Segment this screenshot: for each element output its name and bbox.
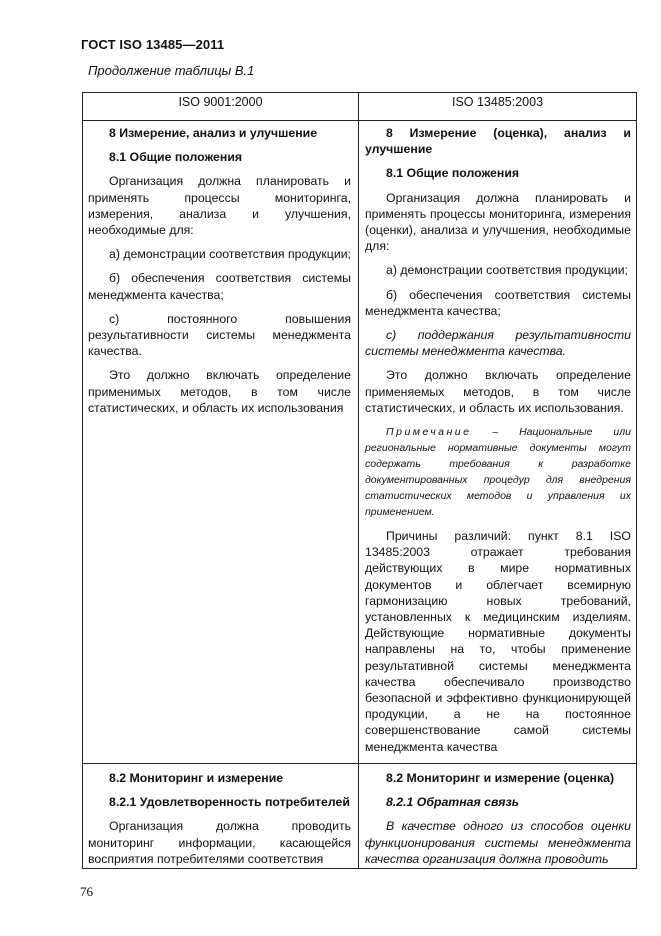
paragraph: Это должно включать определение применяемых методов, в том числе статистических, и область их использования. (365, 368, 631, 415)
subsection-title: 8.2.1 Обратная связь (386, 795, 520, 810)
list-item: б) обеспечения соответствия системы менеджмента качества; (365, 287, 631, 318)
section-8-2-iso9001 (88, 770, 351, 869)
list-item: а) демонстрации соответствия продукции; (386, 263, 628, 278)
paragraph: Организация должна проводить мониторинг информации, касающейся восприятия потребителями соответствия (88, 819, 351, 866)
subsection-title: 8.1 Общие положения (386, 166, 520, 181)
column-divider (358, 93, 359, 868)
section-title: 8 Измерение, анализ и улучшение (109, 126, 318, 140)
table-continuation-caption: Продолжение таблицы В.1 (88, 63, 255, 78)
list-item: б) обеспечения соответствия системы менеджмента качества; (88, 271, 351, 302)
section-8-2-iso13485 (365, 770, 631, 869)
note-text: – Национальные или региональные нормативные документы могут содержать требования к разработке документированных процедур для внедрения статистических методов и управления их применением. (365, 426, 631, 519)
comparison-table (82, 92, 637, 869)
paragraph: Организация должна планировать и применять процессы мониторинга, измерения, анализа и улучшения, необходимые для: (88, 174, 351, 238)
subsection-title: 8.1 Общие положения (109, 150, 243, 165)
paragraph: Организация должна планировать и применять процессы мониторинга, измерения (оценки), анализа и улучшения, необходимые для: (365, 190, 631, 254)
section-row-divider (83, 763, 636, 764)
list-item: с) постоянного повышения результативности системы менеджмента качества. (88, 311, 351, 359)
section-title: 8.2 Мониторинг и измерение (109, 771, 284, 785)
subsection-title: 8.2.1 Удовлетворенность потребителей (109, 795, 350, 810)
document-header: ГОСТ ISO 13485—2011 (81, 37, 225, 52)
column-header-iso9001: ISO 9001:2000 (178, 95, 263, 109)
list-item: с) поддержания результативности системы менеджмента качества. (365, 328, 631, 359)
header-row-divider (83, 120, 636, 121)
section-8-iso13485 (365, 125, 631, 763)
paragraph: Это должно включать определение применимых методов, в том числе статистических, и область их использования (88, 368, 351, 415)
note-lead: Примечание (386, 426, 472, 439)
paragraph: В качестве одного из способов оценки функционирования системы менеджмента качества организация должна проводить (365, 819, 631, 866)
section-title: 8.2 Мониторинг и измерение (оценка) (386, 771, 615, 785)
page-number: 76 (80, 884, 93, 899)
list-item: а) демонстрации соответствия продукции; (109, 247, 351, 262)
column-header-iso13485: ISO 13485:2003 (451, 95, 544, 109)
section-8-iso9001 (88, 125, 351, 424)
note (365, 424, 631, 520)
section-title: 8 Измерение (оценка), анализ и улучшение (365, 126, 631, 157)
reasons-paragraph: Причины различий: пункт 8.1 ISO 13485:2003 отражает требования действующих в мире нормативных документов и облегчает всемирную гармонизацию новых требований, установленных к медицинским изделиям. Действующие нормативные документы направлены на то, чтобы применение результативной системы менеджмента качества обеспечивало производство безопасной и эффективно функционирующей продукции, а не на постоянное совершенствование самой системы менеджмента качества (365, 529, 631, 754)
